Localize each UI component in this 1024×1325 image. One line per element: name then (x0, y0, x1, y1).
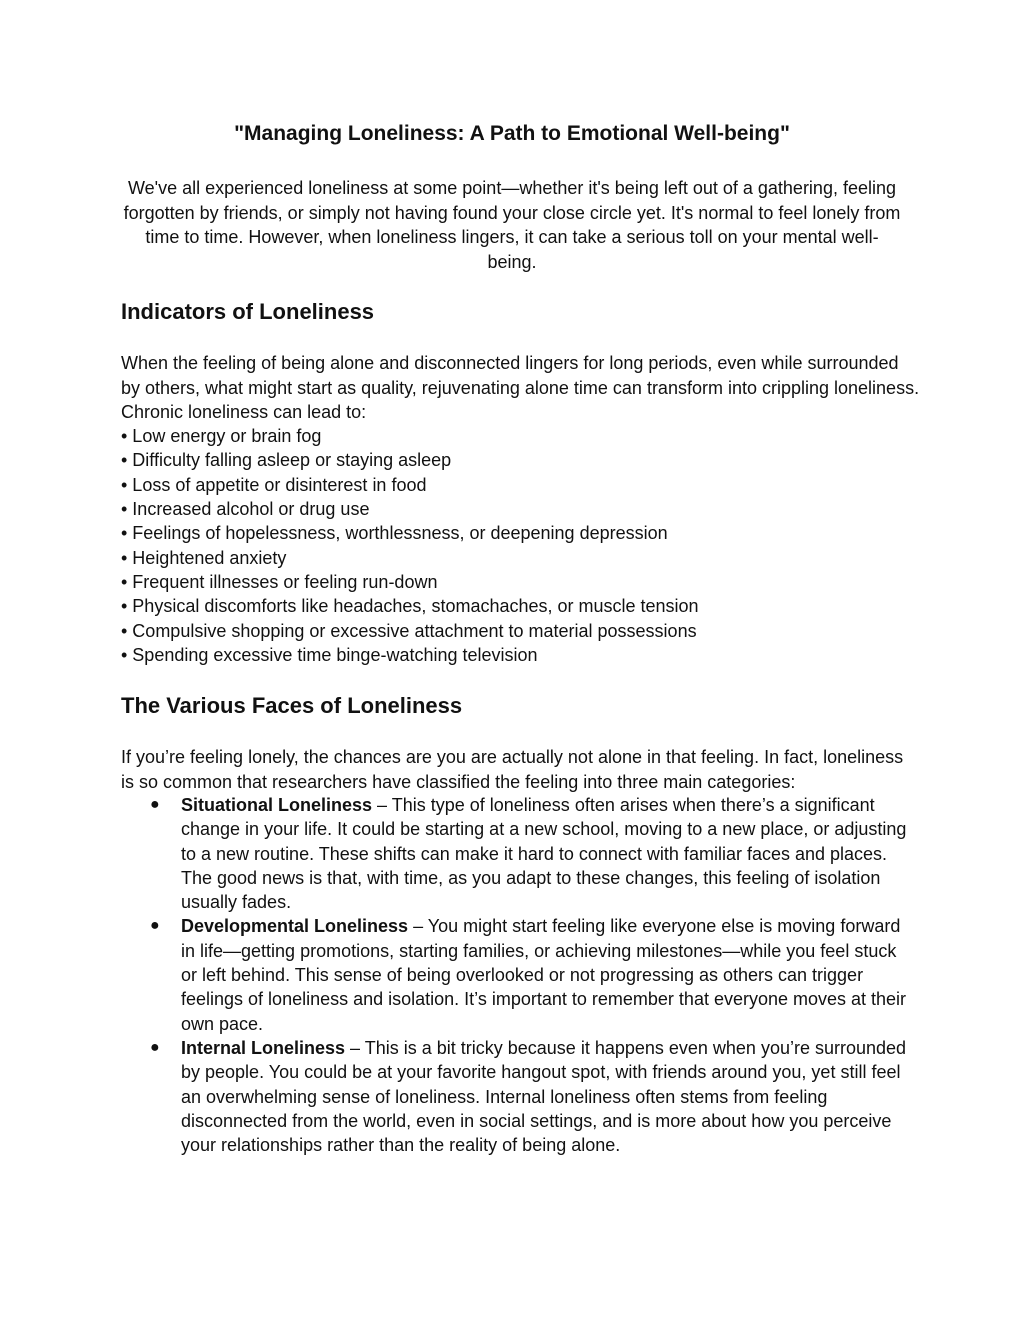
category-description: – This is a bit tricky because it happens even when you’re surrounded by people. You could be at your favorite hangout spot, with friends around you, yet still feel an overwhelming sense of loneliness. Internal loneliness often stems from feeling disconnected from the world, even in social settings, and is more about how you perceive your relationships rather than the reality of being alone. (181, 1037, 907, 1156)
list-item: • Increased alcohol or drug use (121, 499, 370, 520)
category-name: Situational Loneliness (181, 795, 373, 815)
list-item: • Loss of appetite or disinterest in food (121, 474, 427, 495)
list-item: • Spending excessive time binge-watching television (121, 645, 538, 666)
indicators-heading: Indicators of Loneliness (121, 299, 375, 324)
faces-paragraph: If you’re feeling lonely, the chances are you are actually not alone in that feeling. In fact, loneliness is so common that researchers have classified the feeling into three main categories: (121, 747, 904, 792)
category-description: – This type of loneliness often arises when there’s a significant change in your life. It could be starting at a new school, moving to a new place, or adjusting to a new routine. These shifts can make it hard to connect with familiar faces and places. The good news is that, with time, as you adapt to these changes, this feeling of isolation usually fades. (181, 795, 907, 913)
category-internal (121, 1036, 911, 1157)
document-title: "Managing Loneliness: A Path to Emotional Well-being" (234, 122, 790, 145)
bullet-icon: ● (150, 796, 160, 813)
list-item: • Heightened anxiety (121, 547, 287, 568)
bullet-icon: ● (150, 917, 160, 935)
indicators-list (121, 424, 921, 667)
category-name: Developmental Loneliness (181, 916, 409, 937)
intro-paragraph: We've all experienced loneliness at some point—whether it's being left out of a gathering, feeling forgotten by friends, or simply not having found your close circle yet. It's normal to feel lonely from time to time. However, when loneliness lingers, it can take a serious toll on your mental well-being. (123, 178, 901, 272)
categories-list (121, 793, 911, 1157)
category-description: – You might start feeling like everyone else is moving forward in life—getting promotions, starting families, or achieving milestones—while you feel stuck or left behind. This sense of being overlooked or not progressing as others can trigger feelings of loneliness and isolation. It’s important to remember that everyone moves at their own pace. (181, 916, 907, 1034)
list-item: • Low energy or brain fog (121, 426, 322, 446)
category-name: Internal Loneliness (181, 1037, 346, 1058)
list-item: • Physical discomforts like headaches, stomachaches, or muscle tension (121, 596, 699, 617)
indicators-paragraph: When the feeling of being alone and disconnected lingers for long periods, even while surrounded by others, what might start as quality, rejuvenating alone time can transform into crippling loneliness. Chronic loneliness can lead to: (121, 353, 920, 422)
list-item: • Frequent illnesses or feeling run-down (121, 572, 438, 593)
category-developmental (121, 914, 911, 1035)
faces-heading: The Various Faces of Loneliness (121, 693, 463, 718)
category-situational (121, 793, 911, 914)
list-item: • Compulsive shopping or excessive attachment to material possessions (121, 620, 697, 641)
list-item: • Feelings of hopelessness, worthlessness, or deepening depression (121, 523, 668, 544)
bullet-icon: ● (150, 1038, 160, 1056)
list-item: • Difficulty falling asleep or staying asleep (121, 450, 452, 471)
